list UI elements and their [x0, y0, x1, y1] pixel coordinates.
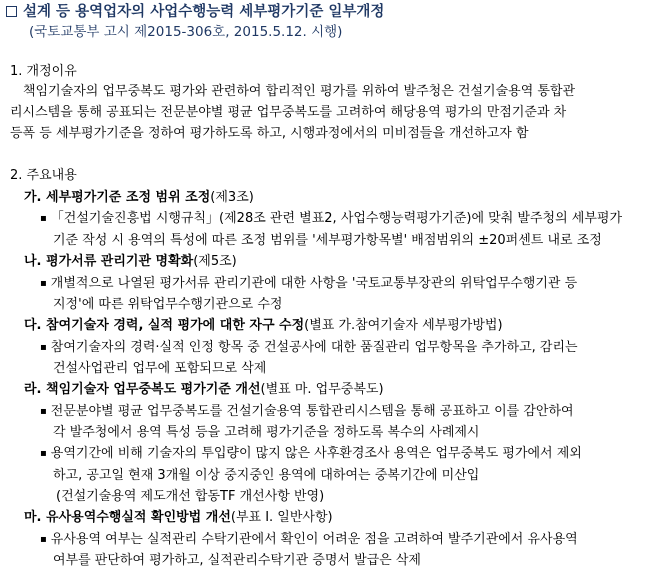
item-na-title: 나. 평가서류 관리기관 명확화	[24, 254, 194, 269]
item-da-ref: (별표 가.참여기술자 세부평가방법)	[304, 318, 503, 333]
item-ma-bullet-line-2: 여부를 판단하여 평가하고, 실적관리수탁기관 증명서 발급은 삭제	[53, 553, 421, 568]
item-ra-ref: (별표 마. 업무중복도)	[260, 382, 384, 397]
item-ga-bullet-line-2: 기준 작성 시 용역의 특성에 따른 조정 범위를 '세부평가항목별' 배점범위의 ±20퍼센트 내로 조정	[53, 233, 602, 248]
checkbox-square-icon	[6, 6, 17, 17]
item-ma-title: 마. 유사용역수행실적 확인방법 개선	[24, 510, 231, 525]
item-ra-bullet-2-line-1: ▪ 용역기간에 비해 기술자의 투입량이 많지 않은 사후환경조사 용역은 업무중복도 평가에서 제외	[40, 446, 582, 462]
section-1-line-3: 등폭 등 세부평가기준을 정하여 평가하도록 하고, 시행과정에서의 미비점들을 개선하고자 함	[10, 126, 529, 141]
item-ra-bullet-1-line-2: 각 발주청에서 용역 특성 등을 고려해 평가기준을 정하도록 복수의 사례제시	[53, 425, 480, 440]
item-ra-bullet-2-line-2: 하고, 공고일 현재 3개월 이상 중지중인 용역에 대하여는 중복기간에 미산입	[53, 468, 480, 483]
item-ga-heading	[24, 190, 254, 206]
section-1-line-2: 리시스템을 통해 공표되는 전문분야별 평균 업무중복도를 고려하여 해당용역 평가의 만점기준과 차	[10, 105, 567, 120]
item-da-heading	[24, 318, 503, 334]
section-1-line-1	[23, 84, 643, 100]
item-na-bullet-line-2: 지정'에 따른 위탁업무수행기관으로 수정	[53, 297, 283, 312]
item-ma-bullet-line-1: ▪ 유사용역 여부는 실적관리 수탁기관에서 확인이 어려운 점을 고려하여 발주기관에서 유사용역	[40, 532, 578, 548]
item-na-ref: (제5조)	[193, 254, 237, 269]
section-1-heading: 1. 개정이유	[10, 64, 77, 79]
item-ga-ref: (제3조)	[210, 190, 254, 205]
section-2-heading: 2. 주요내용	[10, 168, 77, 183]
line-text: 책임기술자의 업무중복도 평가와 관련하여 합리적인 평가를 위하여 발주청은 건설기술용역 통합관	[23, 84, 576, 99]
item-na-heading	[24, 254, 237, 270]
item-ra-title: 라. 책임기술자 업무중복도 평가기준 개선	[24, 382, 261, 397]
item-da-bullet-line-1: ▪ 참여기술자의 경력·실적 인정 항목 중 건설공사에 대한 품질관리 업무항목을 추가하고, 감리는	[40, 340, 578, 356]
item-ra-bullet-1-line-1: ▪ 전문분야별 평균 업무중복도를 건설기술용역 통합관리시스템을 통해 공표하고 이를 감안하여	[40, 404, 574, 420]
item-ma-ref: (부표 Ⅰ. 일반사항)	[230, 510, 333, 525]
item-ma-heading	[24, 510, 333, 526]
item-ra-heading	[24, 382, 384, 398]
item-ra-bullet-2-line-3: (건설기술용역 제도개선 합동TF 개선사항 반영)	[56, 489, 325, 504]
item-ga-bullet-line-1: ▪ 「건설기술진흥법 시행규칙」(제28조 관련 별표2, 사업수행능력평가기준)에 맞춰 발주청의 세부평가	[40, 211, 622, 227]
document-subtitle: (국토교통부 고시 제2015-306호, 2015.5.12. 시행)	[29, 24, 343, 40]
item-na-bullet-line-1: ▪ 개별적으로 나열된 평가서류 관리기관에 대한 사항을 '국토교통부장관의 위탁업무수행기관 등	[40, 276, 577, 292]
item-da-title: 다. 참여기술자 경력, 실적 평가에 대한 자구 수정	[24, 318, 305, 333]
title-text: 설계 등 용역업자의 사업수행능력 세부평가기준 일부개정	[23, 4, 385, 20]
item-ga-title: 가. 세부평가기준 조정 범위 조정	[24, 190, 211, 205]
document-title	[6, 4, 384, 20]
item-da-bullet-line-2: 건설사업관리 업무에 포함되므로 삭제	[53, 361, 267, 376]
